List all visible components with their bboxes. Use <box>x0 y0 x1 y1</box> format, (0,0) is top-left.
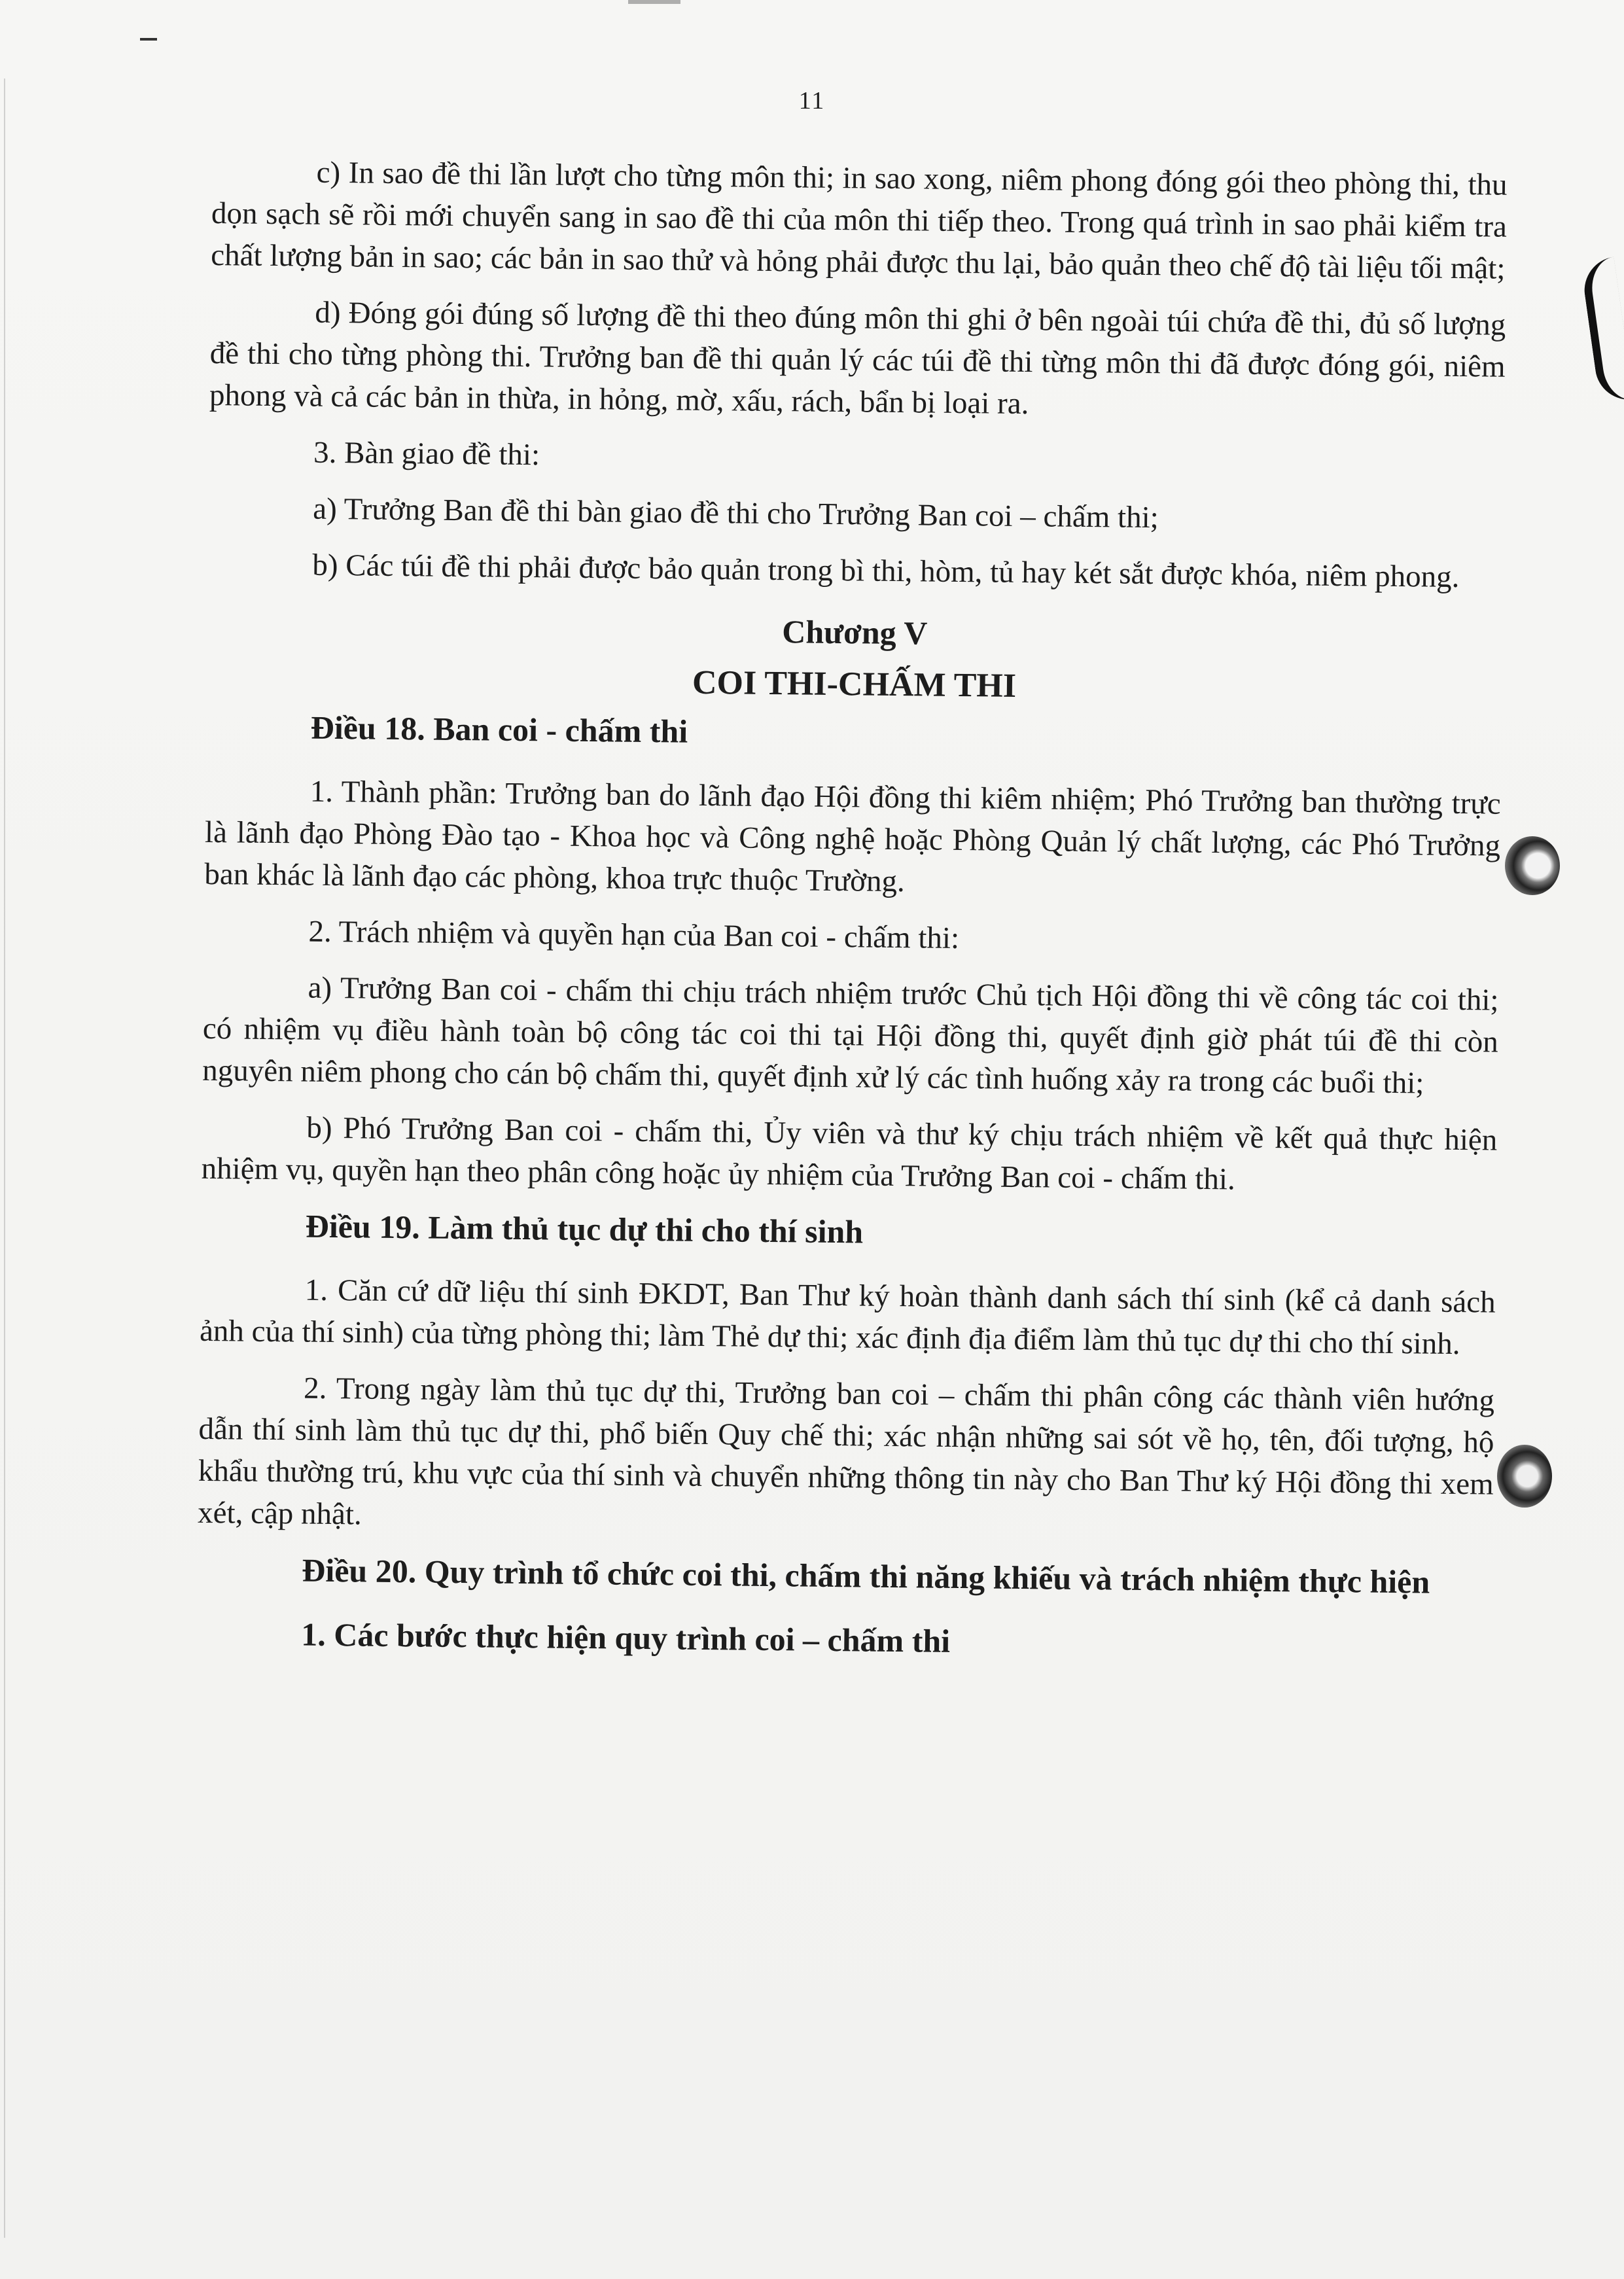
punch-hole <box>1505 836 1560 895</box>
article-heading: Điều 19. Làm thủ tục dự thi cho thí sinh <box>305 1207 864 1250</box>
scan-mark <box>628 0 680 4</box>
chapter-title: COI THI-CHẤM THI <box>692 663 1017 705</box>
chapter-label: Chương V <box>781 613 928 652</box>
paragraph: d) Đóng gói đúng số lượng đề thi theo đúng môn thi ghi ở bên ngoài túi chứa đề thi, đủ số lượng đề thi cho từng phòng thi. Trưởng ban đề thi quản lý các túi đề thi từng môn thi đã được đóng gói, niêm phong và cả các bản in thừa, in hỏng, mờ, xấu, rách, bẩn bị loại ra. <box>209 295 1506 421</box>
subsection-heading: 1. Các bước thực hiện quy trình coi – chấm thi <box>300 1616 951 1659</box>
paragraph: 2. Trong ngày làm thủ tục dự thi, Trưởng ban coi – chấm thi phân công các thành viên hướng dẫn thí sinh làm thủ tục dự thi, phổ biến Quy chế thi; xác nhận những sai sót về họ, tên, đối tượng, hộ khẩu thường trú, khu vực của thí sinh và chuyển những thông tin này cho Ban Thư ký Hội đồng thi xem xét, cập nhật. <box>197 1371 1495 1532</box>
paragraph: a) Trưởng Ban coi - chấm thi chịu trách nhiệm trước Chủ tịch Hội đồng thi về công tác coi thi; có nhiệm vụ điều hành toàn bộ công tác coi thi tại Hội đồng thi, quyết định giờ phát túi đề thi còn nguyên niêm phong cho cán bộ chấm thi, quyết định xử lý các tình huống xảy ra trong các buổi thi; <box>202 970 1499 1101</box>
page-edge <box>4 79 5 2238</box>
paragraph: 2. Trách nhiệm và quyền hạn của Ban coi - chấm thi: <box>308 914 960 956</box>
page-number: 11 <box>798 87 826 115</box>
scan-mark <box>140 38 157 41</box>
paragraph: 3. Bàn giao đề thi: <box>313 435 540 472</box>
binding-edge <box>1580 256 1624 404</box>
article-heading: Điều 20. Quy trình tổ chức coi thi, chấm thi năng khiếu và trách nhiệm thực hiện <box>301 1551 1430 1600</box>
article-heading: Điều 18. Ban coi - chấm thi <box>310 709 688 750</box>
paragraph: b) Phó Trưởng Ban coi - chấm thi, Ủy viên và thư ký chịu trách nhiệm về kết quả thực hiện nhiệm vụ, quyền hạn theo phân công hoặc ủy nhiệm của Trưởng Ban coi - chấm thi. <box>201 1110 1498 1197</box>
document-body <box>196 150 1508 1668</box>
paragraph: c) In sao đề thi lần lượt cho từng môn thi; in sao xong, niêm phong đóng gói theo phòng thi, thu dọn sạch sẽ rồi mới chuyển sang in sao đề thi của môn thi tiếp theo. Trong quá trình in sao phải kiểm tra chất lượng bản in sao; các bản in sao thử và hỏng phải được thu lại, bảo quản theo chế độ tài liệu tối mật; <box>211 155 1508 286</box>
paragraph: 1. Thành phần: Trưởng ban do lãnh đạo Hội đồng thi kiêm nhiệm; Phó Trưởng ban thường trực là lãnh đạo Phòng Đào tạo - Khoa học và Công nghệ hoặc Phòng Quản lý chất lượng, các Phó Trưởng ban khác là lãnh đạo các phòng, khoa trực thuộc Trường. <box>204 774 1501 899</box>
punch-hole <box>1497 1445 1552 1508</box>
paragraph: 1. Căn cứ dữ liệu thí sinh ĐKDT, Ban Thư ký hoàn thành danh sách thí sinh (kể cả danh sách ảnh của thí sinh) của từng phòng thi; làm Thẻ dự thi; xác định địa điểm làm thủ tục dự thi cho thí sinh. <box>199 1273 1496 1362</box>
paragraph: a) Trưởng Ban đề thi bàn giao đề thi cho Trưởng Ban coi – chấm thi; <box>313 491 1159 535</box>
paragraph: b) Các túi đề thi phải được bảo quản trong bì thi, hòm, tủ hay két sắt được khóa, niêm phong. <box>312 548 1460 594</box>
